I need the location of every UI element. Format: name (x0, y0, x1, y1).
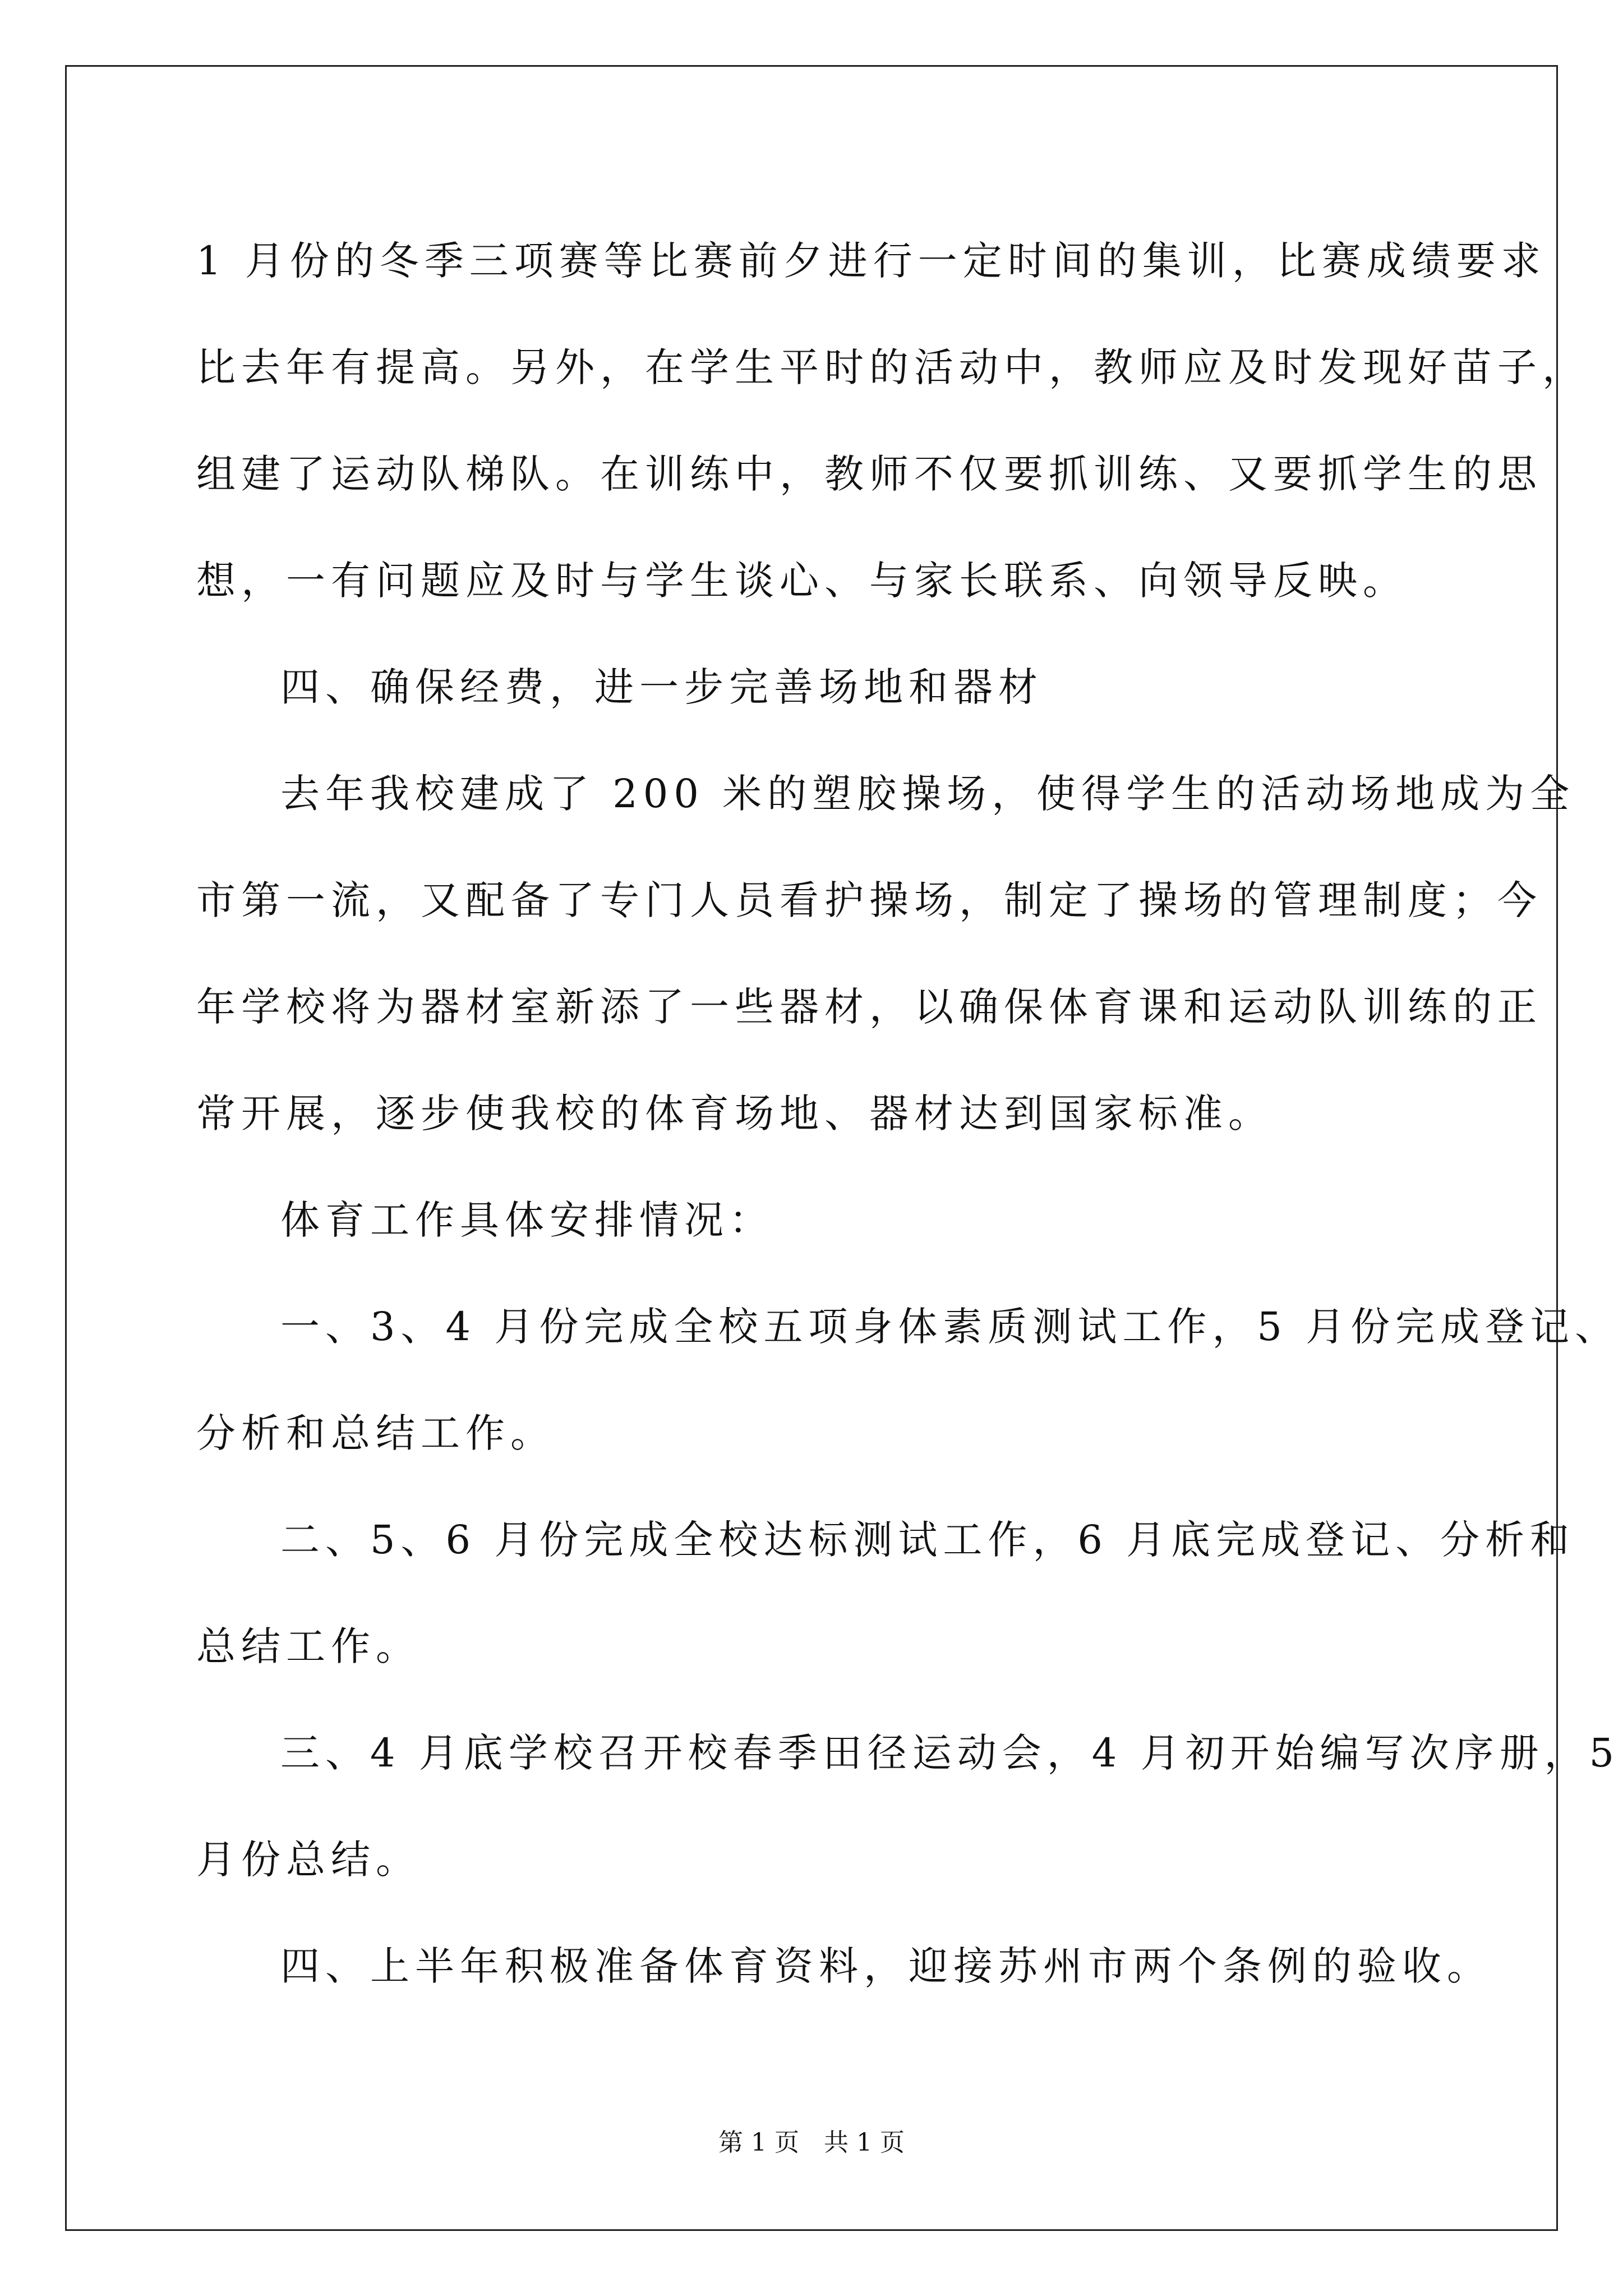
text-line: 常开展，逐步使我校的体育场地、器材达到国家标准。 (196, 1091, 1273, 1137)
text-line: 组建了运动队梯队。在训练中，教师不仅要抓训练、又要抓学生的思 (196, 451, 1542, 497)
list-item: 二、5、6 月份完成全校达标测试工作，6 月底完成登记、分析和 (280, 1517, 1575, 1563)
text-line: 去年我校建成了 200 米的塑胶操场，使得学生的活动场地成为全 (280, 771, 1575, 817)
text-line: 分析和总结工作。 (196, 1410, 555, 1456)
text-line: 总结工作。 (196, 1623, 421, 1669)
section-heading: 四、确保经费，进一步完善场地和器材 (280, 664, 1043, 710)
text-line: 比去年有提高。另外，在学生平时的活动中，教师应及时发现好苗子， (196, 344, 1587, 390)
text-line: 市第一流，又配备了专门人员看护操场，制定了操场的管理制度；今 (196, 877, 1542, 923)
list-item: 三、4 月底学校召开校春季田径运动会，4 月初开始编写次序册，5 (280, 1730, 1620, 1776)
text-line: 1 月份的冬季三项赛等比赛前夕进行一定时间的集训，比赛成绩要求 (196, 238, 1546, 284)
text-line: 想，一有问题应及时与学生谈心、与家长联系、向领导反映。 (196, 558, 1408, 604)
text-line: 月份总结。 (196, 1837, 421, 1883)
text-line: 年学校将为器材室新添了一些器材，以确保体育课和运动队训练的正 (196, 984, 1542, 1030)
section-heading: 体育工作具体安排情况： (280, 1197, 774, 1243)
document-body (196, 208, 1620, 2019)
page-number-footer: 第 1 页 共 1 页 (718, 2128, 905, 2157)
list-item: 四、上半年积极准备体育资料，迎接苏州市两个条例的验收。 (280, 1943, 1492, 1989)
list-item: 一、3、4 月份完成全校五项身体素质测试工作，5 月份完成登记、 (280, 1304, 1620, 1350)
